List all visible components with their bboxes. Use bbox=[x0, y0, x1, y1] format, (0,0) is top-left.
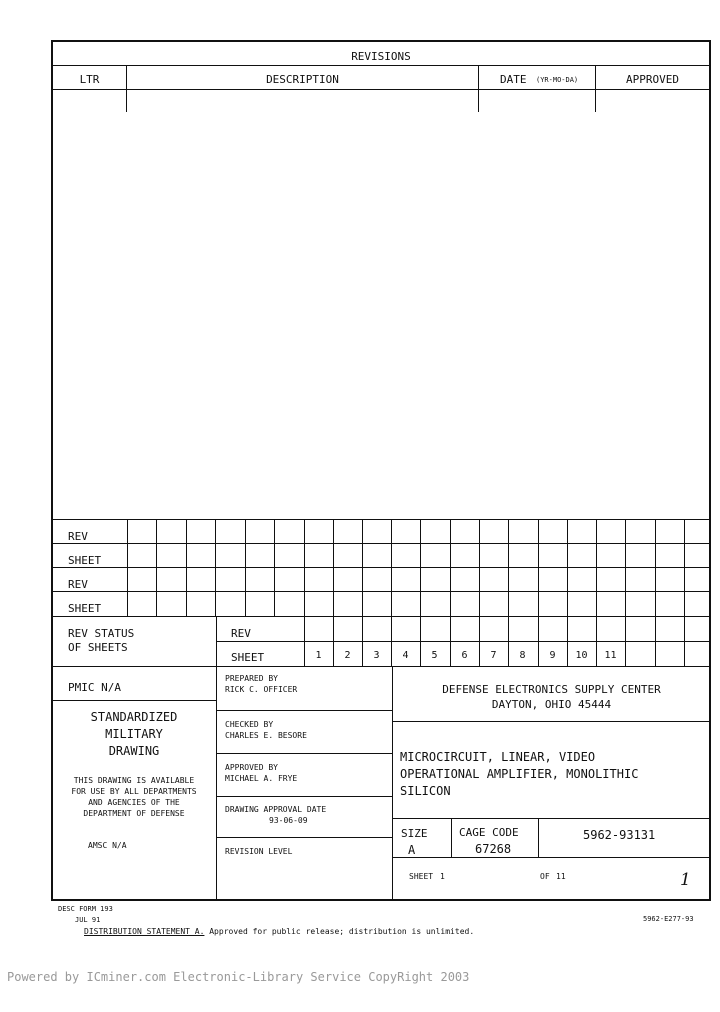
rev-grid-col-rule bbox=[186, 519, 187, 616]
approval-date-label: DRAWING APPROVAL DATE bbox=[225, 805, 327, 814]
sheet-number: 3 bbox=[373, 650, 380, 661]
pmic-label: PMIC N/A bbox=[68, 681, 121, 694]
sheet-col-rule bbox=[684, 616, 685, 666]
rev-grid-col-rule bbox=[596, 519, 597, 616]
rev-grid-col-rule bbox=[567, 519, 568, 616]
rev-grid-col-rule bbox=[245, 519, 246, 616]
title-line3: SILICON bbox=[400, 784, 451, 798]
pmic-rule bbox=[52, 700, 216, 701]
rev-grid-col-rule bbox=[420, 519, 421, 616]
sheet-number: 4 bbox=[402, 650, 409, 661]
availability-line: AND AGENCIES OF THE bbox=[88, 798, 180, 807]
of-label: OF bbox=[540, 872, 550, 881]
col-approved-header: APPROVED bbox=[626, 73, 679, 86]
ltr-divider bbox=[126, 66, 127, 112]
rev-grid-col-rule bbox=[450, 519, 451, 616]
document-code: 5962-E277-93 bbox=[643, 915, 694, 923]
distribution-text: Approved for public release; distribution is unlimited. bbox=[204, 927, 475, 936]
signature-rule bbox=[217, 710, 392, 711]
rev-grid-label: REV bbox=[68, 530, 88, 543]
sheet-number: 1 bbox=[315, 650, 322, 661]
distribution-statement bbox=[84, 928, 474, 936]
revisions-header-rule bbox=[52, 89, 710, 90]
checked-by-label: CHECKED BY bbox=[225, 720, 274, 729]
standardized-line3: DRAWING bbox=[108, 744, 160, 758]
rev-grid-row-rule bbox=[52, 591, 710, 592]
sheet-number: 2 bbox=[344, 650, 351, 661]
approval-date-value: 93-06-09 bbox=[269, 816, 308, 825]
rev-grid-col-rule bbox=[156, 519, 157, 616]
rev-grid-col-rule bbox=[215, 519, 216, 616]
rev-grid-label: SHEET bbox=[68, 554, 102, 567]
sheet-col-rule bbox=[625, 616, 626, 666]
size-label: SIZE bbox=[401, 827, 428, 840]
sheet-number: 8 bbox=[519, 650, 526, 661]
drawing-number: 5962-93131 bbox=[583, 828, 656, 842]
sheet-number: 5 bbox=[431, 650, 438, 661]
rev-status-sheet-label: SHEET bbox=[231, 651, 265, 664]
revisions-title-rule bbox=[52, 65, 710, 66]
size-divider bbox=[451, 818, 452, 857]
standardized-line2: MILITARY bbox=[105, 727, 163, 741]
col-description-header: DESCRIPTION bbox=[266, 73, 339, 86]
sheet-value: 1 bbox=[440, 872, 445, 881]
col-date-header: DATE bbox=[500, 73, 527, 86]
revision-level-label: REVISION LEVEL bbox=[225, 847, 293, 856]
rev-grid-label: REV bbox=[68, 578, 88, 591]
rev-grid-col-rule bbox=[304, 519, 305, 616]
description-divider bbox=[478, 66, 479, 112]
of-sheets-label: OF SHEETS bbox=[68, 641, 128, 654]
approved-by-label: APPROVED BY bbox=[225, 763, 278, 772]
revisions-title: REVISIONS bbox=[351, 50, 411, 63]
sheet-number: 11 bbox=[604, 650, 617, 661]
form-number: DESC FORM 193 bbox=[58, 905, 113, 913]
rev-grid-col-rule bbox=[655, 519, 656, 616]
distribution-label: DISTRIBUTION STATEMENT A. bbox=[84, 927, 205, 936]
rev-status-bottom-rule bbox=[52, 666, 710, 667]
col-ltr-header: LTR bbox=[79, 73, 100, 86]
rev-grid-col-rule bbox=[333, 519, 334, 616]
rev-grid-col-rule bbox=[538, 519, 539, 616]
sheet-number: 7 bbox=[490, 650, 497, 661]
checked-by-name: CHARLES E. BESORE bbox=[225, 731, 307, 740]
agency-line2: DAYTON, OHIO 45444 bbox=[491, 698, 612, 711]
rev-status-mid-rule bbox=[217, 641, 710, 642]
sheet-col-rule bbox=[655, 616, 656, 666]
rev-grid-col-rule bbox=[127, 519, 128, 616]
availability-line: DEPARTMENT OF DEFENSE bbox=[83, 809, 185, 818]
rev-grid-row-rule bbox=[52, 543, 710, 544]
date-divider bbox=[595, 66, 596, 112]
col-date-format: (YR-MO-DA) bbox=[536, 76, 579, 84]
signature-rule bbox=[217, 837, 392, 838]
of-value: 11 bbox=[556, 872, 566, 881]
sheet-number: 10 bbox=[575, 650, 588, 661]
cage-divider bbox=[538, 818, 539, 857]
ident-rule bbox=[393, 857, 710, 858]
rev-grid-col-rule bbox=[391, 519, 392, 616]
prepared-by-name: RICK C. OFFICER bbox=[225, 685, 298, 694]
cage-code-label: CAGE CODE bbox=[459, 826, 519, 839]
watermark: Powered by ICminer.com Electronic-Library Service CopyRight 2003 bbox=[7, 970, 470, 984]
rev-grid-col-rule bbox=[362, 519, 363, 616]
title-line2: OPERATIONAL AMPLIFIER, MONOLITHIC bbox=[400, 767, 639, 781]
availability-line: THIS DRAWING IS AVAILABLE bbox=[73, 776, 195, 785]
rev-grid-top-rule bbox=[52, 519, 710, 520]
rev-grid-col-rule bbox=[508, 519, 509, 616]
rev-grid-col-rule bbox=[684, 519, 685, 616]
size-value: A bbox=[408, 843, 416, 857]
amsc-label: AMSC N/A bbox=[88, 841, 127, 850]
rev-grid-label: SHEET bbox=[68, 602, 102, 615]
standardized-line1: STANDARDIZED bbox=[90, 710, 178, 724]
form-date: JUL 91 bbox=[75, 916, 101, 924]
rev-status-label: REV STATUS bbox=[68, 627, 135, 640]
sheet-number: 9 bbox=[549, 650, 556, 661]
title-rule bbox=[393, 818, 710, 819]
agency-line1: DEFENSE ELECTRONICS SUPPLY CENTER bbox=[442, 683, 661, 696]
title-line1: MICROCIRCUIT, LINEAR, VIDEO bbox=[400, 750, 596, 764]
prepared-by-label: PREPARED BY bbox=[225, 674, 278, 683]
sheet-number: 6 bbox=[461, 650, 468, 661]
rev-status-rev-label: REV bbox=[231, 627, 251, 640]
approved-by-name: MICHAEL A. FRYE bbox=[225, 774, 298, 783]
rev-grid-bottom-rule bbox=[52, 616, 710, 617]
availability-line: FOR USE BY ALL DEPARTMENTS bbox=[71, 787, 197, 796]
rev-grid-col-rule bbox=[274, 519, 275, 616]
rev-grid-row-rule bbox=[52, 567, 710, 568]
signature-rule bbox=[217, 753, 392, 754]
handwritten-page-mark: 1 bbox=[680, 870, 691, 890]
sheet-label: SHEET bbox=[409, 872, 434, 881]
left-column-divider bbox=[216, 666, 217, 901]
rev-grid-col-rule bbox=[479, 519, 480, 616]
rev-grid-col-rule bbox=[625, 519, 626, 616]
cage-code-value: 67268 bbox=[475, 842, 512, 856]
signature-rule bbox=[217, 796, 392, 797]
agency-rule bbox=[393, 721, 710, 722]
